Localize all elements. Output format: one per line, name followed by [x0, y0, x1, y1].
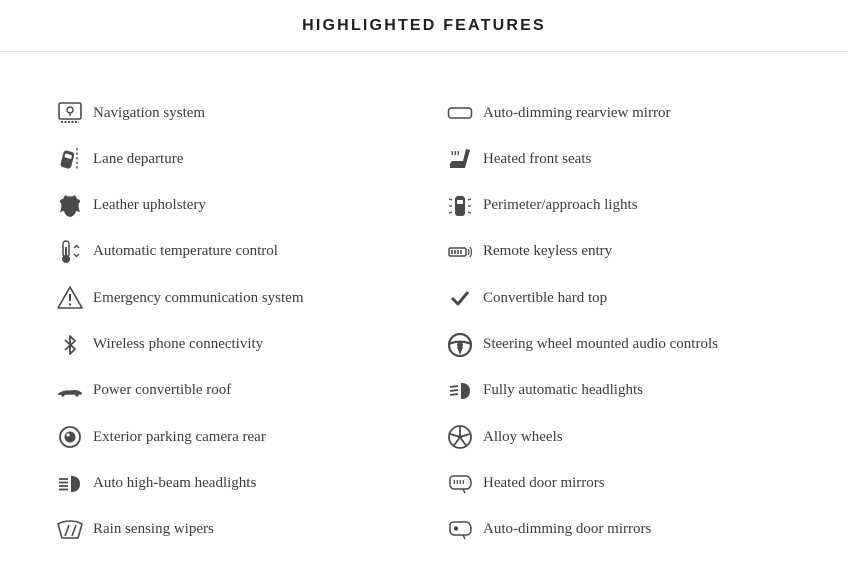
feature-label: Convertible hard top — [483, 289, 608, 306]
leather-hide-icon — [56, 192, 84, 220]
feature-item — [446, 328, 806, 362]
feature-label: Power convertible roof — [93, 382, 232, 399]
feature-item — [446, 513, 806, 547]
feature-item — [446, 189, 806, 223]
feature-item — [446, 420, 806, 454]
navigation-icon — [56, 99, 84, 127]
feature-item — [56, 189, 416, 223]
feature-label: Steering wheel mounted audio controls — [483, 336, 718, 353]
heated-mirror-icon — [446, 470, 474, 498]
feature-label: Lane departure — [93, 150, 184, 167]
feature-label: Automatic temperature control — [93, 243, 278, 260]
feature-label: Emergency communication system — [93, 289, 304, 306]
feature-label: Perimeter/approach lights — [483, 197, 638, 214]
headlight-icon — [446, 377, 474, 405]
feature-label: Heated door mirrors — [483, 475, 605, 492]
thermometer-icon — [56, 238, 84, 266]
feature-label: Fully automatic headlights — [483, 382, 643, 399]
lane-departure-icon — [56, 145, 84, 173]
feature-label: Remote keyless entry — [483, 243, 613, 260]
feature-item — [56, 374, 416, 408]
feature-item — [446, 142, 806, 176]
feature-label: Auto high-beam headlights — [93, 475, 257, 492]
feature-item — [56, 142, 416, 176]
feature-item — [56, 235, 416, 269]
rearview-mirror-icon — [446, 99, 474, 127]
high-beam-icon — [56, 470, 84, 498]
features-list-left — [56, 96, 416, 559]
features-list-right — [446, 96, 806, 559]
bluetooth-icon — [56, 331, 84, 359]
page-header — [0, 0, 848, 52]
feature-item — [446, 467, 806, 501]
feature-item — [56, 96, 416, 130]
feature-label: Auto-dimming door mirrors — [483, 521, 652, 538]
page-title: HIGHLIGHTED FEATURES — [302, 16, 546, 34]
feature-label: Heated front seats — [483, 150, 592, 167]
feature-item — [446, 281, 806, 315]
feature-item — [446, 96, 806, 130]
feature-item — [446, 374, 806, 408]
feature-item — [56, 467, 416, 501]
feature-label: Leather upholstery — [93, 197, 206, 214]
feature-item — [56, 420, 416, 454]
feature-label: Exterior parking camera rear — [93, 428, 266, 445]
convertible-car-icon — [56, 377, 84, 405]
steering-wheel-icon — [446, 331, 474, 359]
feature-label: Wireless phone connectivity — [93, 336, 264, 353]
feature-label: Navigation system — [93, 104, 206, 121]
feature-item — [56, 513, 416, 547]
checkmark-icon — [446, 284, 474, 312]
perimeter-lights-icon — [446, 192, 474, 220]
feature-item — [56, 328, 416, 362]
dimming-mirror-icon — [446, 516, 474, 544]
feature-label: Rain sensing wipers — [93, 521, 214, 538]
feature-label: Auto-dimming rearview mirror — [483, 104, 671, 121]
feature-item — [56, 281, 416, 315]
feature-label: Alloy wheels — [483, 428, 563, 445]
camera-lens-icon — [56, 423, 84, 451]
feature-item — [446, 235, 806, 269]
key-fob-icon — [446, 238, 474, 266]
heated-seat-icon — [446, 145, 474, 173]
alloy-wheel-icon — [446, 423, 474, 451]
wiper-icon — [56, 516, 84, 544]
warning-triangle-icon — [56, 284, 84, 312]
